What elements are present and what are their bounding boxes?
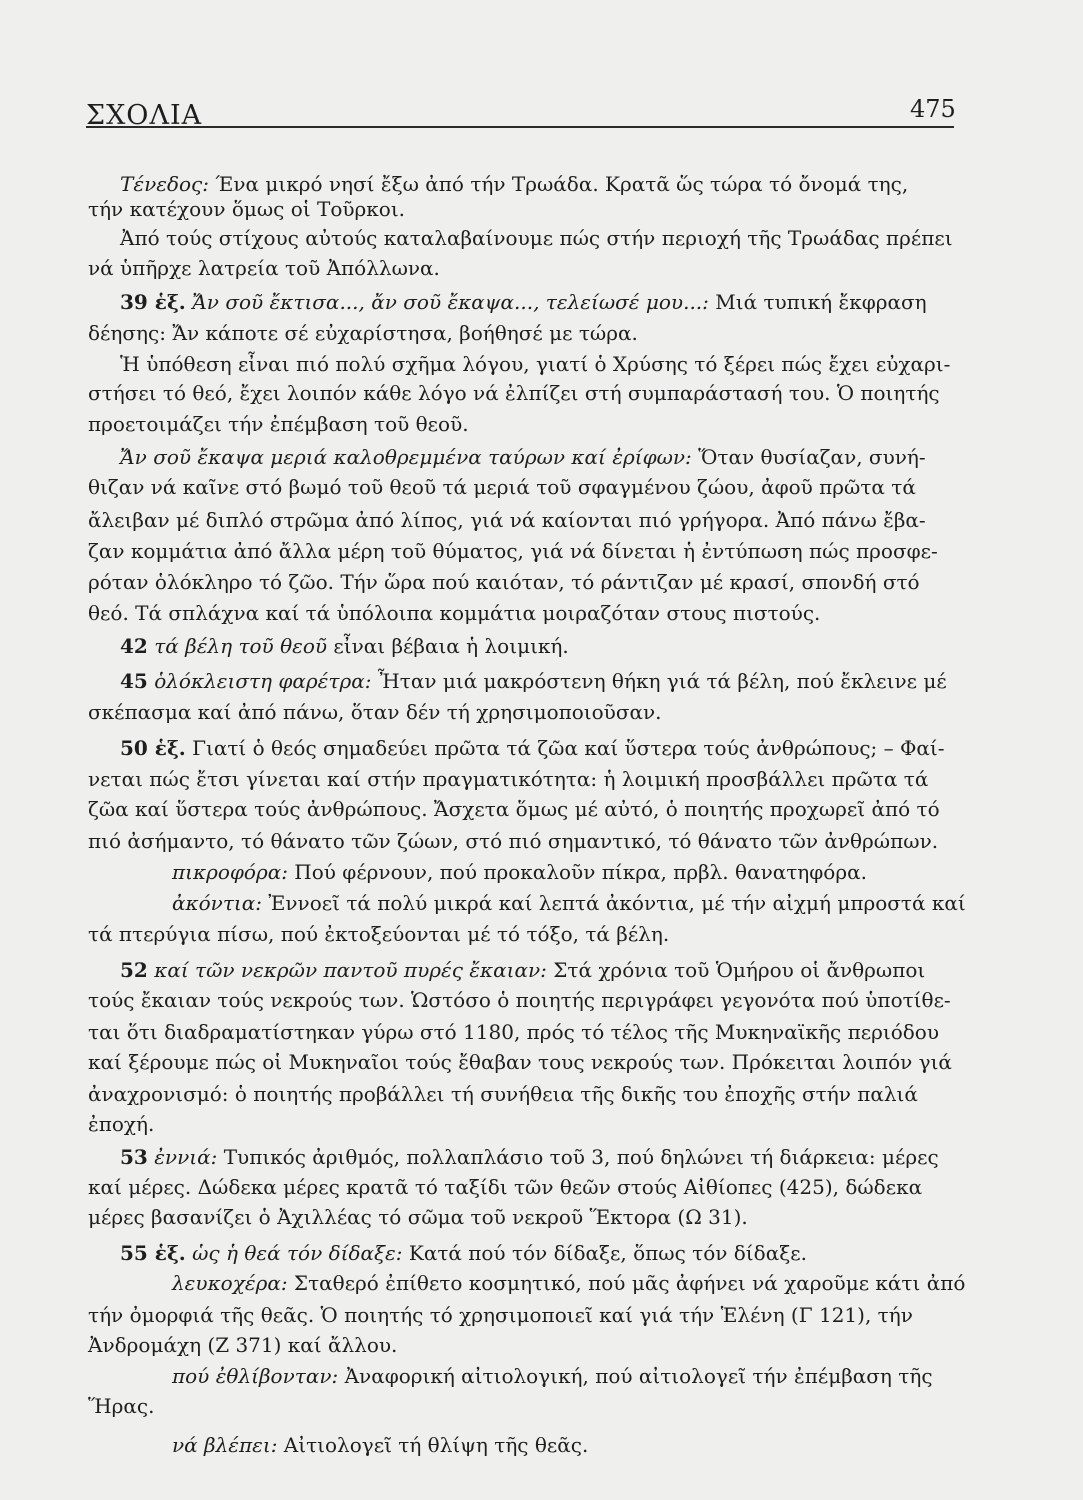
text-line: [88, 601, 820, 625]
page-number: 475: [910, 95, 956, 123]
lemma: νά βλέπει:: [172, 1433, 278, 1457]
line-text: Ἀπό τούς στίχους αὐτούς καταλαβαίνουμε πώς στήν περιοχή τῆς Τρωάδας πρέπει: [120, 226, 953, 250]
line-text: Μιά τυπική ἔκφραση: [708, 290, 927, 314]
text-line: [88, 922, 669, 946]
line-reference: 53: [120, 1145, 148, 1169]
text-line: [172, 1271, 965, 1295]
line-text: τά πτερύγια πίσω, πού ἐκτοξεύονται μέ τό τόξο, τά βέλη.: [88, 922, 670, 946]
line-text: ἐποχή.: [88, 1112, 155, 1136]
line-text: θιζαν νά καῖνε στό βωμό τοῦ θεοῦ τά μεριά τοῦ σφαγμένου ζώου, ἀφοῦ πρῶτα τά: [88, 475, 916, 499]
lemma: καί τῶν νεκρῶν παντοῦ πυρές ἔκαιαν:: [154, 958, 547, 982]
line-text: Ἀναφορική αἰτιολογική, πού αἰτιολογεῖ τήν ἐπέμβαση τῆς: [338, 1364, 933, 1388]
text-line: [88, 1050, 952, 1074]
text-line: [88, 1394, 154, 1418]
line-text: ζῶα καί ὕστερα τούς ἀνθρώπους. Ἄσχετα ὅμως μέ αὐτό, ὁ ποιητής προχωρεῖ ἀπό τό: [88, 797, 940, 821]
text-line: [88, 829, 938, 853]
line-text: νεται πώς ἔτσι γίνεται καί στήν πραγματικότητα: ἡ λοιμική προσβάλλει πρῶτα τά: [88, 767, 929, 791]
text-line: [120, 669, 947, 693]
lemma: ἐννιά:: [154, 1145, 218, 1169]
line-text: καί μέρες. Δώδεκα μέρες κρατᾶ τό ταξίδι τῶν θεῶν στούς Αἰθίοπες (425), δώδεκα: [88, 1175, 923, 1199]
text-line: [88, 539, 938, 563]
line-text: δέησης: Ἄν κάποτε σέ εὐχαρίστησα, βοήθησέ με τώρα.: [88, 321, 638, 345]
text-line: [172, 860, 867, 884]
text-line: [88, 321, 638, 345]
line-text: Κατά πού τόν δίδαξε, ὅπως τόν δίδαξε.: [402, 1241, 807, 1265]
line-text: στήσει τό θεό, ἔχει λοιπόν κάθε λόγο νά ἐλπίζει στή συμπαράστασή του. Ὁ ποιητής: [88, 381, 940, 405]
lemma: ὡς ἡ θεά τόν δίδαξε:: [192, 1241, 403, 1265]
text-line: [88, 197, 405, 221]
text-line: [120, 1241, 807, 1265]
line-text: θεό. Τά σπλάχνα καί τά ὑπόλοιπα κομμάτια μοιραζόταν στους πιστούς.: [88, 601, 821, 625]
text-line: [120, 958, 925, 982]
line-text: ἀναχρονισμό: ὁ ποιητής προβάλλει τή συνήθεια τῆς δικῆς του ἐποχῆς στήν παλιά: [88, 1082, 918, 1106]
line-text: τούς ἔκαιαν τούς νεκρούς των. Ὡστόσο ὁ ποιητής περιγράφει γεγονότα πού ὑποτίθε-: [88, 988, 951, 1012]
lemma: Ἄν σοῦ ἔκτισα..., ἄν σοῦ ἔκαψα..., τελείωσέ μου...:: [192, 290, 709, 314]
lemma: ὁλόκλειστη φαρέτρα:: [154, 669, 372, 693]
text-line: [172, 1433, 588, 1457]
text-line: [88, 1112, 154, 1136]
text-line: [172, 891, 966, 915]
text-line: [88, 570, 920, 594]
lemma: πικροφόρα:: [172, 860, 288, 884]
text-line: [120, 290, 927, 314]
line-reference: 45: [120, 669, 148, 693]
line-text: μέρες βασανίζει ὁ Ἀχιλλέας τό σῶμα τοῦ νεκροῦ Ἕκτορα (Ω 31).: [88, 1205, 748, 1229]
line-text: καί ξέρουμε πώς οἱ Μυκηναῖοι τούς ἔθαβαν τους νεκρούς των. Πρόκειται λοιπόν γιά: [88, 1050, 952, 1074]
text-line: [88, 508, 926, 532]
line-text: Ἡ ὑπόθεση εἶναι πιό πολύ σχῆμα λόγου, γιατί ὁ Χρύσης τό ξέρει πώς ἔχει εὐχαρι-: [120, 352, 951, 376]
line-text: Ἐννοεῖ τά πολύ μικρά καί λεπτά ἀκόντια, μέ τήν αἰχμή μπροστά καί: [261, 891, 966, 915]
text-line: [88, 1020, 939, 1044]
line-text: προετοιμάζει τήν ἐπέμβαση τοῦ θεοῦ.: [88, 412, 469, 436]
line-text: ζαν κομμάτια ἀπό ἄλλα μέρη τοῦ θύματος, γιά νά δίνεται ἡ ἐντύπωση πώς προσφε-: [88, 539, 938, 563]
text-line: [172, 1364, 933, 1388]
lemma: ἀκόντια:: [172, 891, 262, 915]
line-text: Ὅταν θυσίαζαν, συνή-: [691, 445, 926, 469]
text-line: [88, 767, 928, 791]
line-reference: 52: [120, 958, 148, 982]
lemma: πού ἐθλίβονταν:: [172, 1364, 339, 1388]
text-line: [120, 445, 926, 469]
line-text: πιό ἀσήμαντο, τό θάνατο τῶν ζώων, στό πιό σημαντικό, τό θάνατο τῶν ἀνθρώπων.: [88, 829, 939, 853]
text-line: [120, 172, 908, 196]
line-text: Ἀνδρομάχη (Ζ 371) καί ἄλλου.: [88, 1333, 398, 1357]
line-reference: 42: [120, 634, 148, 658]
line-text: ται ὅτι διαδραματίστηκαν γύρω στό 1180, πρός τό τέλος τῆς Μυκηναϊκῆς περιόδου: [88, 1020, 939, 1044]
line-text: Πού φέρνουν, πού προκαλοῦν πίκρα, πρβλ. θανατηφόρα.: [287, 860, 867, 884]
text-line: [88, 988, 951, 1012]
text-line: [88, 256, 440, 280]
lemma: Ἄν σοῦ ἔκαψα μεριά καλοθρεμμένα ταύρων καί ἐρίφων:: [120, 445, 692, 469]
line-text: ἄλειβαν μέ διπλό στρῶμα ἀπό λίπος, γιά νά καίονται πιό γρήγορα. Ἀπό πάνω ἔβα-: [88, 508, 926, 532]
line-reference: 50 ἑξ.: [120, 736, 186, 760]
lemma: τά βέλη τοῦ θεοῦ: [154, 634, 328, 658]
line-text: Σταθερό ἐπίθετο κοσμητικό, πού μᾶς ἀφήνει νά χαροῦμε κάτι ἀπό: [287, 1271, 966, 1295]
line-text: εἶναι βέβαια ἡ λοιμική.: [327, 634, 569, 658]
line-text: τήν ὀμορφιά τῆς θεᾶς. Ὁ ποιητής τό χρησιμοποιεῖ καί γιά τήν Ἑλένη (Γ 121), τήν: [88, 1303, 913, 1327]
text-line: [88, 1205, 748, 1229]
text-line: [88, 1303, 913, 1327]
text-line: [88, 797, 940, 821]
line-text: νά ὑπῆρχε λατρεία τοῦ Ἀπόλλωνα.: [88, 256, 440, 280]
text-line: [88, 700, 662, 724]
line-text: Γιατί ὁ θεός σημαδεύει πρῶτα τά ζῶα καί ὕστερα τούς ἀνθρώπους; – Φαί-: [192, 736, 945, 760]
text-line: [88, 412, 469, 436]
text-line: [120, 352, 950, 376]
text-line: [88, 1082, 918, 1106]
line-reference: 39 ἑξ.: [120, 290, 186, 314]
text-line: [88, 475, 916, 499]
line-text: Αἰτιολογεῖ τή θλίψη τῆς θεᾶς.: [277, 1433, 589, 1457]
line-text: τήν κατέχουν ὅμως οἱ Τοῦρκοι.: [88, 197, 406, 221]
text-line: [120, 736, 945, 760]
text-line: [88, 1175, 922, 1199]
lemma: λευκοχέρα:: [172, 1271, 288, 1295]
lemma: Τένεδος:: [120, 172, 209, 196]
line-text: Ένα μικρό νησί ἔξω ἀπό τήν Τρωάδα. Κρατᾶ ὥς τώρα τό ὄνομά της,: [208, 172, 909, 196]
text-line: [88, 381, 940, 405]
header-rule: [86, 126, 954, 128]
line-text: Στά χρόνια τοῦ Ὁμήρου οἱ ἄνθρωποι: [546, 958, 926, 982]
text-line: [120, 226, 953, 250]
text-line: [120, 1145, 939, 1169]
line-text: Ἦταν μιά μακρόστενη θήκη γιά τά βέλη, πού ἔκλεινε μέ: [371, 669, 947, 693]
text-line: [88, 1333, 397, 1357]
running-header-title: ΣΧΟΛΙΑ: [86, 100, 203, 131]
line-text: σκέπασμα καί ἀπό πάνω, ὅταν δέν τή χρησιμοποιοῦσαν.: [88, 700, 662, 724]
text-line: [120, 634, 569, 658]
line-text: Τυπικός ἀριθμός, πολλαπλάσιο τοῦ 3, πού δηλώνει τή διάρκεια: μέρες: [217, 1145, 939, 1169]
line-text: ρόταν ὁλόκληρο τό ζῶο. Τήν ὥρα πού καιόταν, τό ράντιζαν μέ κρασί, σπονδή στό: [88, 570, 920, 594]
line-text: Ἥρας.: [88, 1394, 155, 1418]
line-reference: 55 ἑξ.: [120, 1241, 186, 1265]
